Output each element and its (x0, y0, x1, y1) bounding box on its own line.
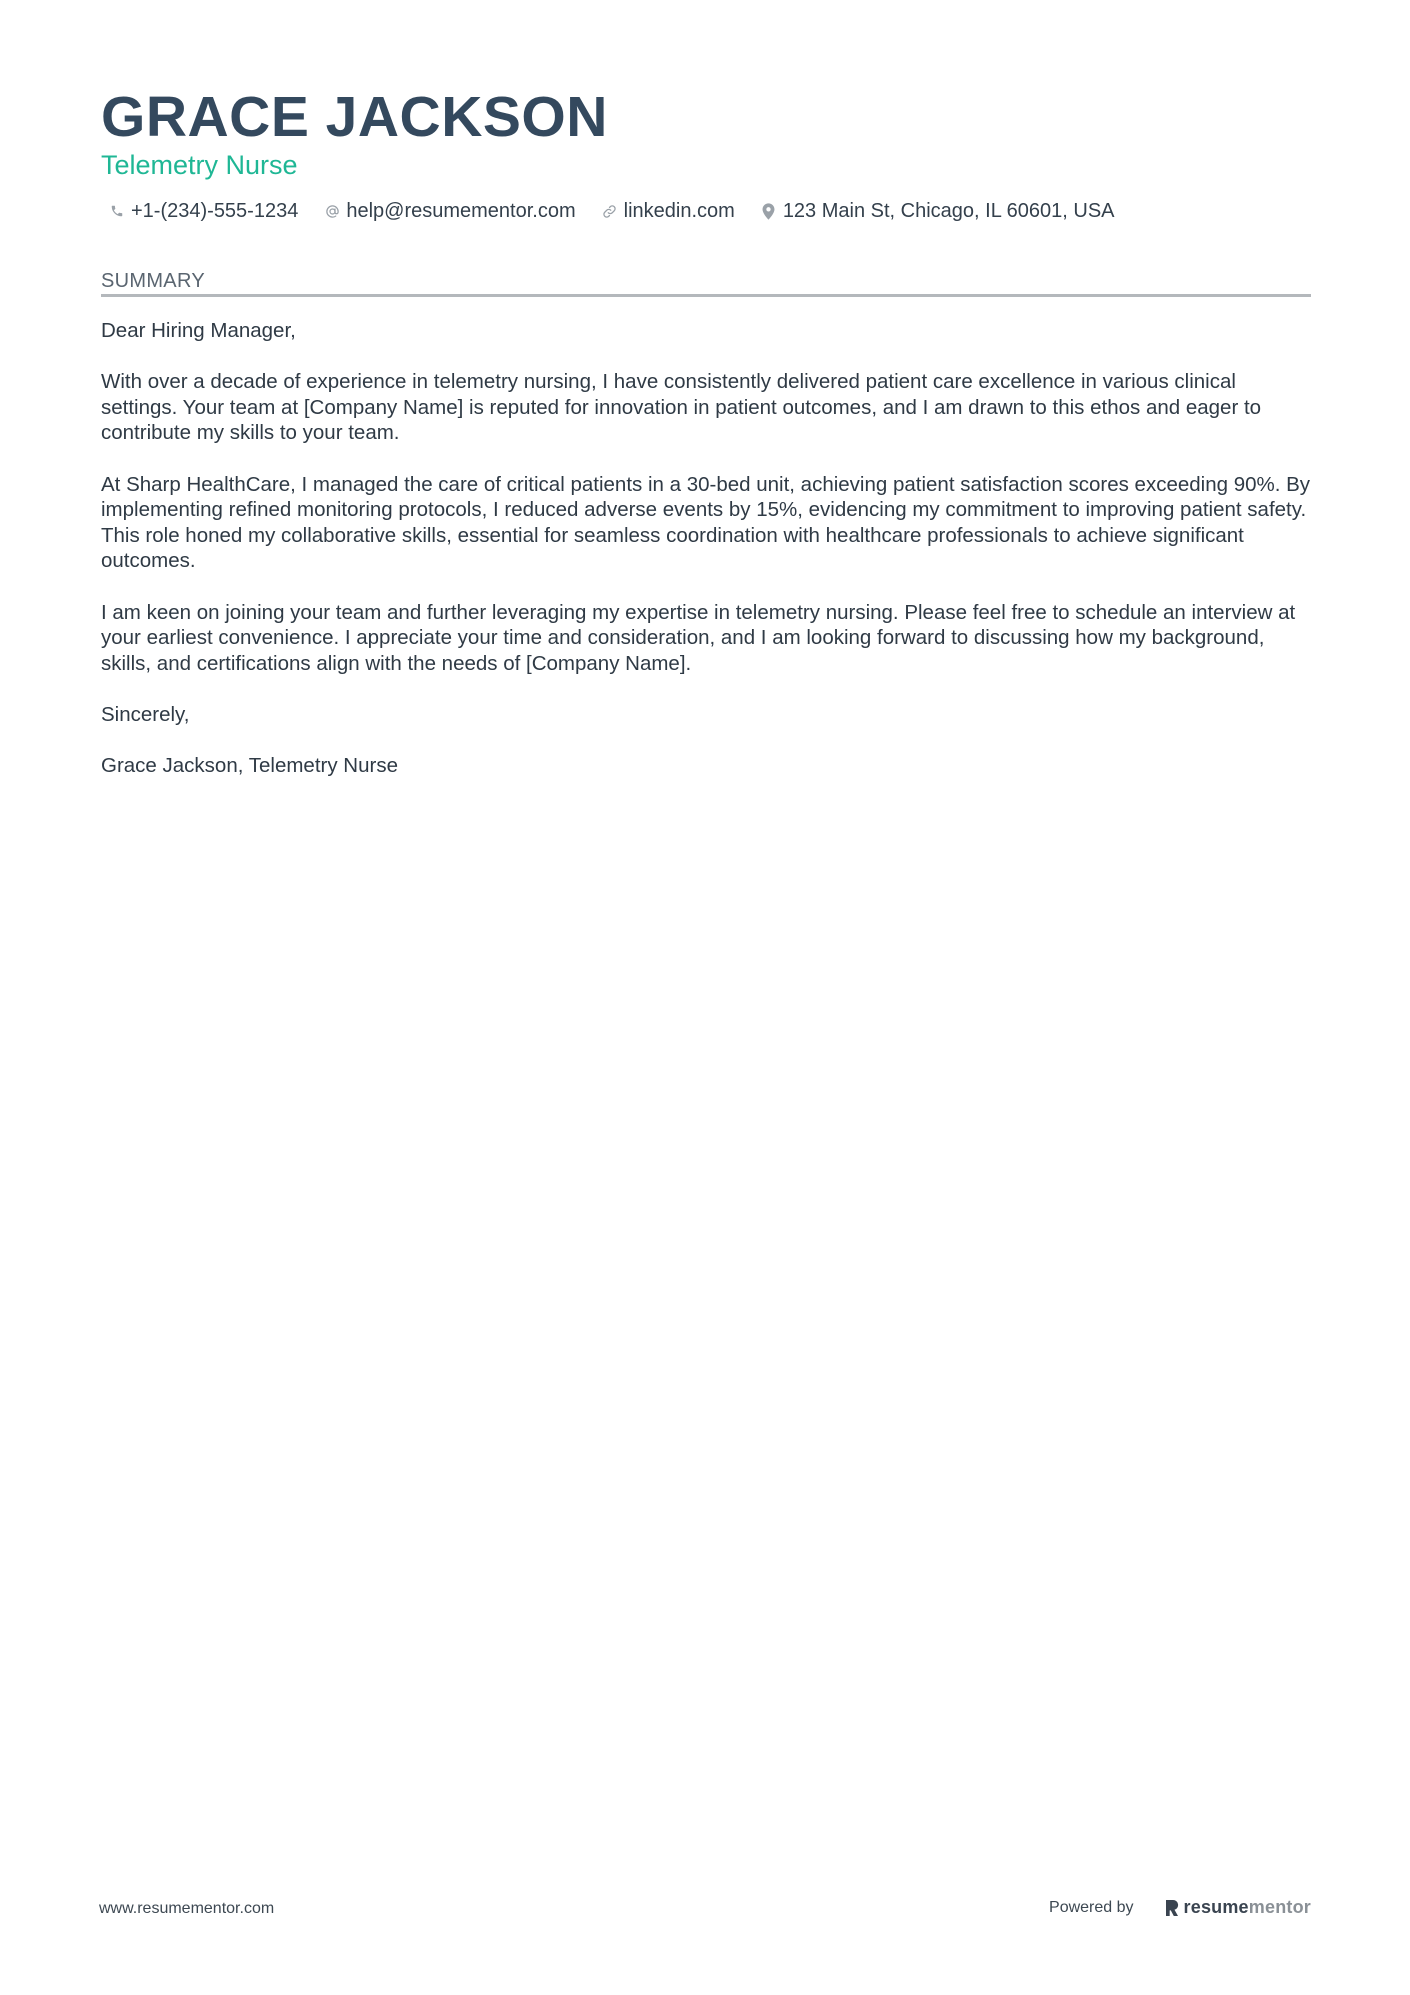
job-title: Telemetry Nurse (101, 150, 298, 180)
letter-paragraph: I am keen on joining your team and further leveraging my expertise in telemetry nursing. Please feel free to schedule an interview at your earliest convenience. I appreciate your time and consideration, and I am looking forward to discussing how my background, skills, and certifications align with the needs of [Company Name]. (101, 600, 1296, 675)
letter-closing: Sincerely, (101, 702, 190, 726)
letter-paragraph: With over a decade of experience in telemetry nursing, I have consistently delivered patient care excellence in various clinical settings. Your team at [Company Name] is reputed for innovation in patient outcomes, and I am drawn to this ethos and eager to contribute my skills to your team. (101, 370, 1262, 445)
letter-greeting: Dear Hiring Manager, (101, 319, 296, 342)
contact-address (761, 200, 1115, 223)
email-text[interactable]: help@resumementor.com (346, 199, 576, 222)
location-pin-icon (761, 201, 777, 221)
brand-part-mentor: mentor (1248, 1897, 1311, 1917)
footer-website-link[interactable]: www.resumementor.com (99, 1900, 275, 1917)
letter-signature: Grace Jackson, Telemetry Nurse (101, 754, 398, 778)
phone-icon (109, 201, 125, 221)
phone-text: +1-(234)-555-1234 (131, 199, 299, 222)
contact-email[interactable] (324, 200, 575, 223)
candidate-name: GRACE JACKSON (101, 85, 608, 149)
link-icon (602, 201, 618, 221)
contact-bar (109, 196, 1141, 226)
brand-part-resume: resume (1183, 1897, 1249, 1917)
letter-body (101, 318, 1311, 804)
contact-phone (109, 200, 298, 223)
powered-by-label: Powered by (1049, 1898, 1134, 1916)
section-divider (101, 294, 1311, 297)
cover-letter-page (101, 0, 1311, 1995)
contact-website[interactable] (602, 200, 735, 223)
at-icon (324, 201, 340, 221)
resumementor-logo-icon (1164, 1898, 1180, 1918)
resumementor-logo[interactable] (1164, 1897, 1311, 1918)
address-text: 123 Main St, Chicago, IL 60601, USA (782, 199, 1115, 222)
footer-powered-by (1049, 1897, 1311, 1918)
section-title-summary: SUMMARY (101, 270, 205, 292)
letter-paragraph: At Sharp HealthCare, I managed the care of critical patients in a 30-bed unit, achieving patient satisfaction scores exceeding 90%. By implementing refined monitoring protocols, I reduced adverse events by 15%, evidencing my commitment to improving patient safety. This role honed my collaborative skills, essential for seamless coordination with healthcare professionals to achieve significant outcomes. (101, 472, 1311, 573)
website-text[interactable]: linkedin.com (623, 199, 735, 222)
